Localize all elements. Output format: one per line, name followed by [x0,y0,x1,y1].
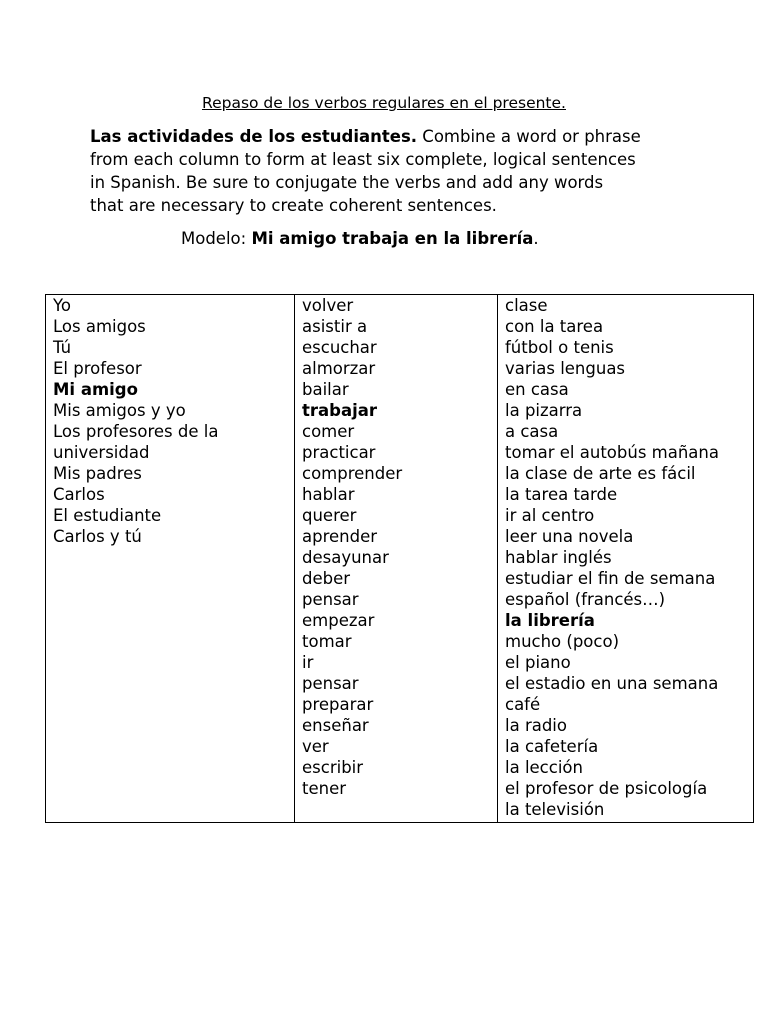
subject-item: Mis amigos y yo [53,401,186,420]
complement-item: el estadio en una semana [505,674,719,693]
instructions-paragraph [90,125,730,217]
verb-item: pensar [302,674,359,693]
complement-item: leer una novela [505,527,634,546]
subject-item: universidad [53,443,150,462]
instructions-line-4: that are necessary to create coherent sentences. [90,196,497,215]
verb-item: enseñar [302,716,369,735]
instructions-text-1: Combine a word or phrase [417,127,641,146]
complement-item: la pizarra [505,401,583,420]
verb-item: aprender [302,527,378,546]
verb-item: almorzar [302,359,376,378]
subject-item: Los amigos [53,317,146,336]
instructions-line-3: in Spanish. Be sure to conjugate the verbs and add any words [90,173,604,192]
subject-item: Carlos y tú [53,527,142,546]
verb-item: volver [302,296,354,315]
verb-item: trabajar [302,401,378,420]
complement-item: en casa [505,380,569,399]
complement-item: el profesor de psicología [505,779,708,798]
verb-item: bailar [302,380,349,399]
verb-item: comprender [302,464,403,483]
modelo-line [181,228,539,250]
verb-item: empezar [302,611,375,630]
complement-item: tomar el autobús mañana [505,443,719,462]
verb-item: preparar [302,695,374,714]
subject-item: Yo [53,296,71,315]
verb-item: querer [302,506,357,525]
modelo-label: Modelo: [181,229,252,248]
verb-item: hablar [302,485,355,504]
complement-item: la radio [505,716,567,735]
verb-item: comer [302,422,355,441]
complement-item: fútbol o tenis [505,338,614,357]
complement-item: español (francés…) [505,590,666,609]
subjects-column [46,295,295,823]
complement-item: la clase de arte es fácil [505,464,696,483]
complement-item: la cafetería [505,737,599,756]
verb-item: tomar [302,632,352,651]
complement-item: ir al centro [505,506,595,525]
complement-item: estudiar el fin de semana [505,569,716,588]
complement-item: mucho (poco) [505,632,620,651]
verb-item: escribir [302,758,364,777]
complement-item: café [505,695,541,714]
page-title: Repaso de los verbos regulares en el presente. [202,94,566,112]
subject-item: Tú [53,338,72,357]
verb-item: deber [302,569,351,588]
complement-item: la lección [505,758,583,777]
verb-item: pensar [302,590,359,609]
modelo-sentence: Mi amigo trabaja en la librería [251,229,534,248]
subject-item: El profesor [53,359,142,378]
instructions-line-2: from each column to form at least six complete, logical sentences [90,150,636,169]
verb-item: practicar [302,443,376,462]
complement-item: a casa [505,422,559,441]
subject-item: Los profesores de la [53,422,219,441]
subject-item: Carlos [53,485,105,504]
complement-item: la librería [505,611,595,630]
verb-item: asistir a [302,317,368,336]
subject-item: El estudiante [53,506,162,525]
complement-item: clase [505,296,548,315]
verb-item: ir [302,653,314,672]
complement-item: con la tarea [505,317,604,336]
complement-item: la televisión [505,800,605,819]
subject-item: Mi amigo [53,380,138,399]
verb-item: ver [302,737,329,756]
word-table [45,294,754,823]
table-row [46,295,754,823]
instructions-line-1 [90,125,730,148]
subject-item: Mis padres [53,464,142,483]
complements-column [498,295,754,823]
complement-item: varias lenguas [505,359,626,378]
verb-item: desayunar [302,548,389,567]
verbs-column [295,295,498,823]
modelo-period: . [533,229,539,248]
instructions-heading: Las actividades de los estudiantes. [90,127,418,146]
verb-item: tener [302,779,347,798]
complement-item: la tarea tarde [505,485,618,504]
complement-item: el piano [505,653,571,672]
complement-item: hablar inglés [505,548,612,567]
verb-item: escuchar [302,338,377,357]
